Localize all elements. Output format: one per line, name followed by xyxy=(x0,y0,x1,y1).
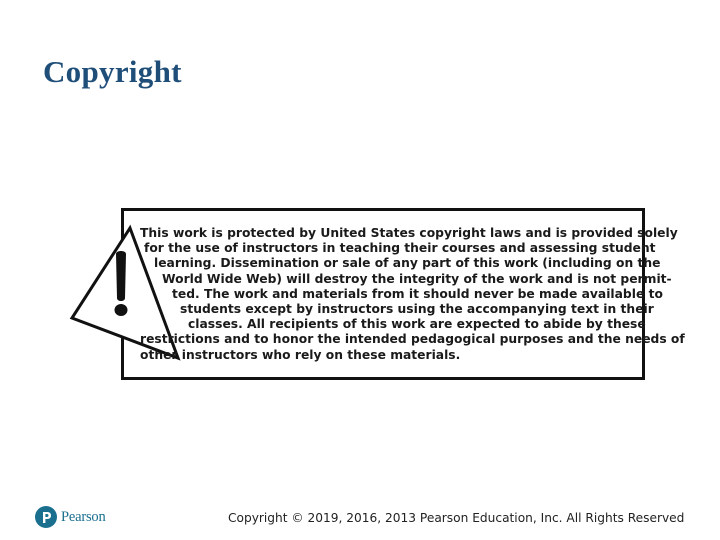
pearson-wordmark: Pearson xyxy=(61,508,106,525)
footer-copyright: Copyright © 2019, 2016, 2013 Pearson Education, Inc. All Rights Reserved xyxy=(228,511,685,525)
pearson-p-icon xyxy=(35,506,57,528)
slide-title: Copyright xyxy=(43,54,182,89)
notice-line: students except by instructors using the accompanying text in their xyxy=(180,302,654,317)
notice-line: restrictions and to honor the intended pedagogical purposes and the needs of xyxy=(140,332,685,347)
notice-text xyxy=(136,226,685,363)
notice-line: learning. Dissemination or sale of any part of this work (including on the xyxy=(154,256,661,271)
notice-line: for the use of instructors in teaching their courses and assessing student xyxy=(144,241,656,256)
pearson-logo xyxy=(35,506,106,528)
copyright-notice xyxy=(70,206,685,384)
notice-line: classes. All recipients of this work are expected to abide by these xyxy=(188,317,646,332)
notice-line: ted. The work and materials from it should never be made available to xyxy=(172,286,663,301)
notice-line: This work is protected by United States copyright laws and is provided solely xyxy=(140,226,678,240)
notice-line: other instructors who rely on these materials. xyxy=(140,347,461,362)
notice-line: World Wide Web) will destroy the integrity of the work and is not permit- xyxy=(162,271,672,286)
